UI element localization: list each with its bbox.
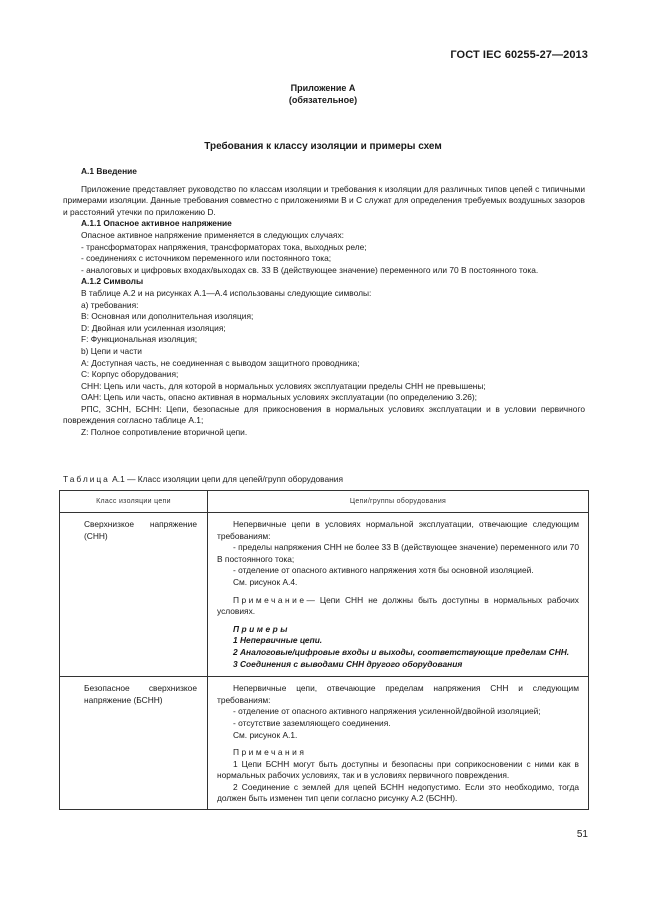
section-a1-intro: Приложение представляет руководство по классам изоляции и требования к изоляции для различных типов цепей с типичными примерами изоляции. Данные требования совместно с приложениями В и С служат для определения требуемых воздушных зазоров и расстояний утечки по приложению D. [63,183,585,217]
document-standard-header: ГОСТ IEC 60255-27—2013 [450,49,588,61]
example-item: 1 Непервичные цепи. [233,635,323,646]
table-header-row [60,491,589,513]
cell-paragraph: Непервичные цепи, отвечающие пределам напряжения СНН и следующим требованиям: [217,683,579,705]
list-item: СНН: Цепь или часть, для которой в нормальных условиях эксплуатации пределы СНН не превышены; [81,380,486,391]
cell-list-item: - пределы напряжения СНН не более 33 В (действующее значение) переменного или 70 В постоянного тока; [217,542,579,564]
note-text: — Цепи СНН не должны быть доступны в нормальных рабочих условиях. [217,594,579,617]
note-item: 1 Цепи БСНН могут быть доступны и безопасны при соприкосновении с ними как в нормальных рабочих условиях, так и в условиях первичного повреждения. [217,758,579,781]
list-item: - соединениях с источником переменного или постоянного тока; [81,253,332,264]
insulation-class-table [59,490,589,810]
subsection-a11-heading: А.1.1 Опасное активное напряжение [81,218,232,229]
paragraph: В таблице А.2 и на рисунках А.1—А.4 использованы следующие символы: [81,287,372,298]
examples-label: Примеры [233,623,290,634]
table-caption [63,474,343,484]
cell-list-item: - отсутствие заземляющего соединения. [233,717,391,728]
list-item: a) требования: [81,299,139,310]
list-item: b) Цепи и части [81,345,142,356]
paragraph: Опасное активное напряжение применяется в следующих случаях: [81,229,344,240]
list-item: ОАН: Цепь или часть, опасно активная в нормальных условиях эксплуатации (по определению 3.26); [81,392,477,403]
table-cell-description [208,677,589,810]
notes-label: Примечания [233,747,307,758]
list-item: F: Функциональная изоляция; [81,334,198,345]
example-item: 3 Соединения с выводами СНН другого оборудования [233,658,463,669]
table-row [60,513,589,677]
table-caption-prefix: Таблица [63,474,110,484]
cell-list-item: - отделение от опасного активного напряжения усиленной/двойной изоляцией; [233,706,541,717]
list-item: - трансформаторах напряжения, трансформаторах тока, выходных реле; [81,241,367,252]
subsection-a12-heading: А.1.2 Символы [81,276,144,287]
table-cell-class: Сверхнизкое напряжение (СНН) [60,513,208,677]
list-item: Z: Полное сопротивление вторичной цепи. [81,427,248,438]
section-a1-heading: А.1 Введение [81,166,137,176]
column-header-class: Класс изоляции цепи [60,491,208,513]
cell-reference: См. рисунок А.4. [233,576,298,587]
column-header-circuits: Цепи/группы оборудования [208,491,589,513]
table-row [60,677,589,810]
list-item: РПС, ЗСНН, БСНН: Цепи, безопасные для прикосновения в нормальных условиях эксплуатации и в условии первичного повреждения согласно таблице А.1; [63,403,585,426]
appendix-subtitle: (обязательное) [288,95,358,105]
section-a1 [63,166,585,439]
note-label: Примечание [233,594,307,605]
table-cell-description [208,513,589,677]
page-number: 51 [576,829,588,840]
list-item: D: Двойная или усиленная изоляция; [81,322,226,333]
cell-paragraph: Непервичные цепи в условиях нормальной эксплуатации, отвечающие следующим требованиям: [217,519,579,541]
list-item: B: Основная или дополнительная изоляция; [81,311,254,322]
appendix-heading [0,82,646,106]
main-title: Требования к классу изоляции и примеры схем [204,141,442,152]
table-caption-text: А.1 — Класс изоляции цепи для цепей/групп оборудования [112,474,343,484]
appendix-title: Приложение А [290,83,356,93]
list-item: C: Корпус оборудования; [81,369,179,380]
list-item: - аналоговых и цифровых входах/выходах св. 33 В (действующее значение) переменного или 70 В постоянного тока. [81,264,539,275]
cell-list-item: - отделение от опасного активного напряжения хотя бы основной изоляцией. [233,565,534,576]
list-item: A: Доступная часть, не соединенная с выводом защитного проводника; [81,357,360,368]
example-item: 2 Аналоговые/цифровые входы и выходы, соответствующие пределам СНН. [233,646,570,657]
note [217,595,579,618]
table-cell-class: Безопасное сверхнизкое напряжение (БСНН) [60,677,208,810]
cell-reference: См. рисунок А.1. [233,729,298,740]
note-item: 2 Соединение с землей для цепей БСНН недопустимо. Если это необходимо, тогда должен быть изменен тип цепи согласно рисунку А.2 (БСНН). [217,781,579,804]
